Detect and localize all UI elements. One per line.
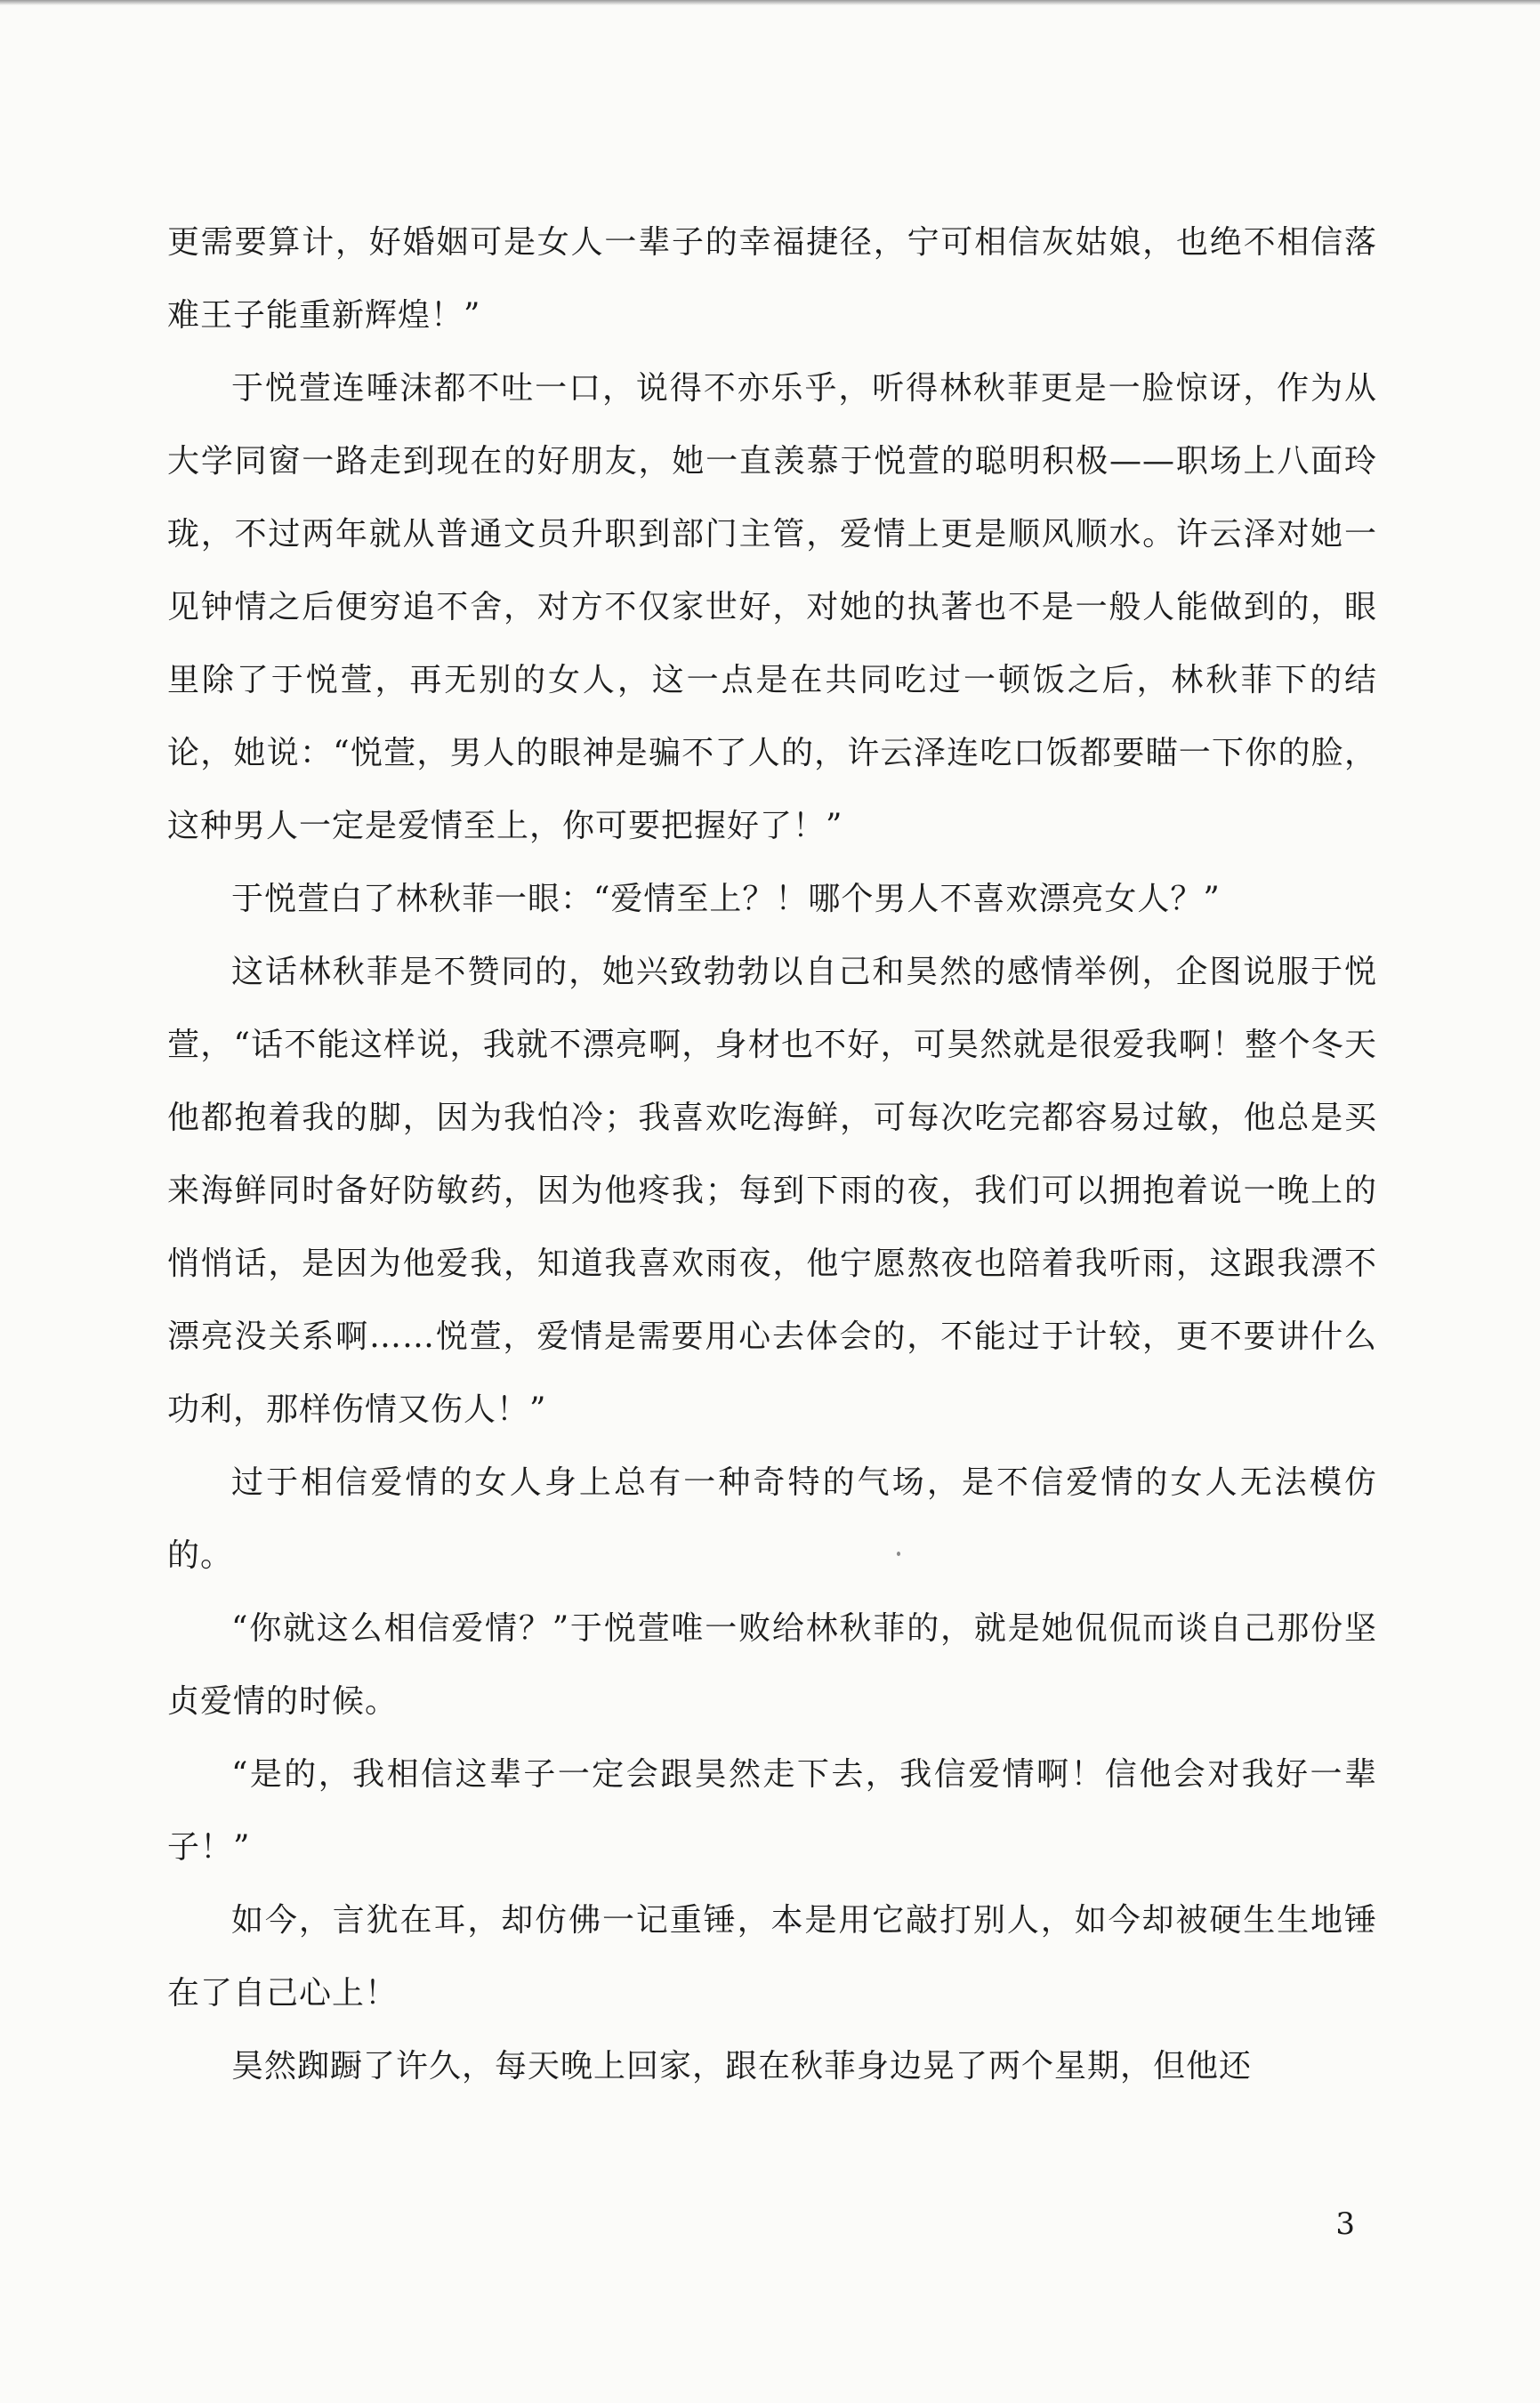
scan-top-edge	[0, 0, 1540, 5]
paragraph: 如今，言犹在耳，却仿佛一记重锤，本是用它敲打别人，如今却被硬生生地锤在了自己心上！	[167, 1902, 1377, 2012]
paragraph: 于悦萱连唾沫都不吐一口，说得不亦乐乎，听得林秋菲更是一脸惊讶，作为从大学同窗一路走到现在的好朋友，她一直羡慕于悦萱的聪明积极——职场上八面玲珑，不过两年就从普通文员升职到部门主管，爱情上更是顺风顺水。许云泽对她一见钟情之后便穷追不舍，对方不仅家世好，对她的执著也不是一般人能做到的，眼里除了于悦萱，再无别的女人，这一点是在共同吃过一顿饭之后，林秋菲下的结论，她说：“悦萱，男人的眼神是骗不了人的，许云泽连吃口饭都要瞄一下你的脸，这种男人一定是爱情至上，你可要把握好了！”	[167, 370, 1377, 844]
paragraph: 更需要算计，好婚姻可是女人一辈子的幸福捷径，宁可相信灰姑娘，也绝不相信落难王子能重新辉煌！”	[167, 224, 1377, 334]
paragraph: 过于相信爱情的女人身上总有一种奇特的气场，是不信爱情的女人无法模仿的。	[167, 1464, 1377, 1574]
paragraph: 昊然踟蹰了许久，每天晚上回家，跟在秋菲身边晃了两个星期，但他还	[231, 2048, 1253, 2084]
page-number: 3	[1335, 2206, 1355, 2242]
paragraph: “是的，我相信这辈子一定会跟昊然走下去，我信爱情啊！信他会对我好一辈子！”	[167, 1756, 1377, 1866]
scan-speck	[897, 1552, 900, 1556]
paragraph: 这话林秋菲是不赞同的，她兴致勃勃以自己和昊然的感情举例，企图说服于悦萱，“话不能这样说，我就不漂亮啊，身材也不好，可昊然就是很爱我啊！整个冬天他都抱着我的脚，因为我怕冷；我喜欢吃海鲜，可每次吃完都容易过敏，他总是买来海鲜同时备好防敏药，因为他疼我；每到下雨的夜，我们可以拥抱着说一晚上的悄悄话，是因为他爱我，知道我喜欢雨夜，他宁愿熬夜也陪着我听雨，这跟我漂不漂亮没关系啊……悦萱，爱情是需要用心去体会的，不能过于计较，更不要讲什么功利，那样伤情又伤人！”	[167, 954, 1377, 1428]
paragraph: 于悦萱白了林秋菲一眼：“爱情至上？！哪个男人不喜欢漂亮女人？”	[231, 881, 1221, 917]
paragraph: “你就这么相信爱情？”于悦萱唯一败给林秋菲的，就是她侃侃而谈自己那份坚贞爱情的时候。	[167, 1610, 1377, 1720]
page-body	[167, 206, 1377, 2103]
